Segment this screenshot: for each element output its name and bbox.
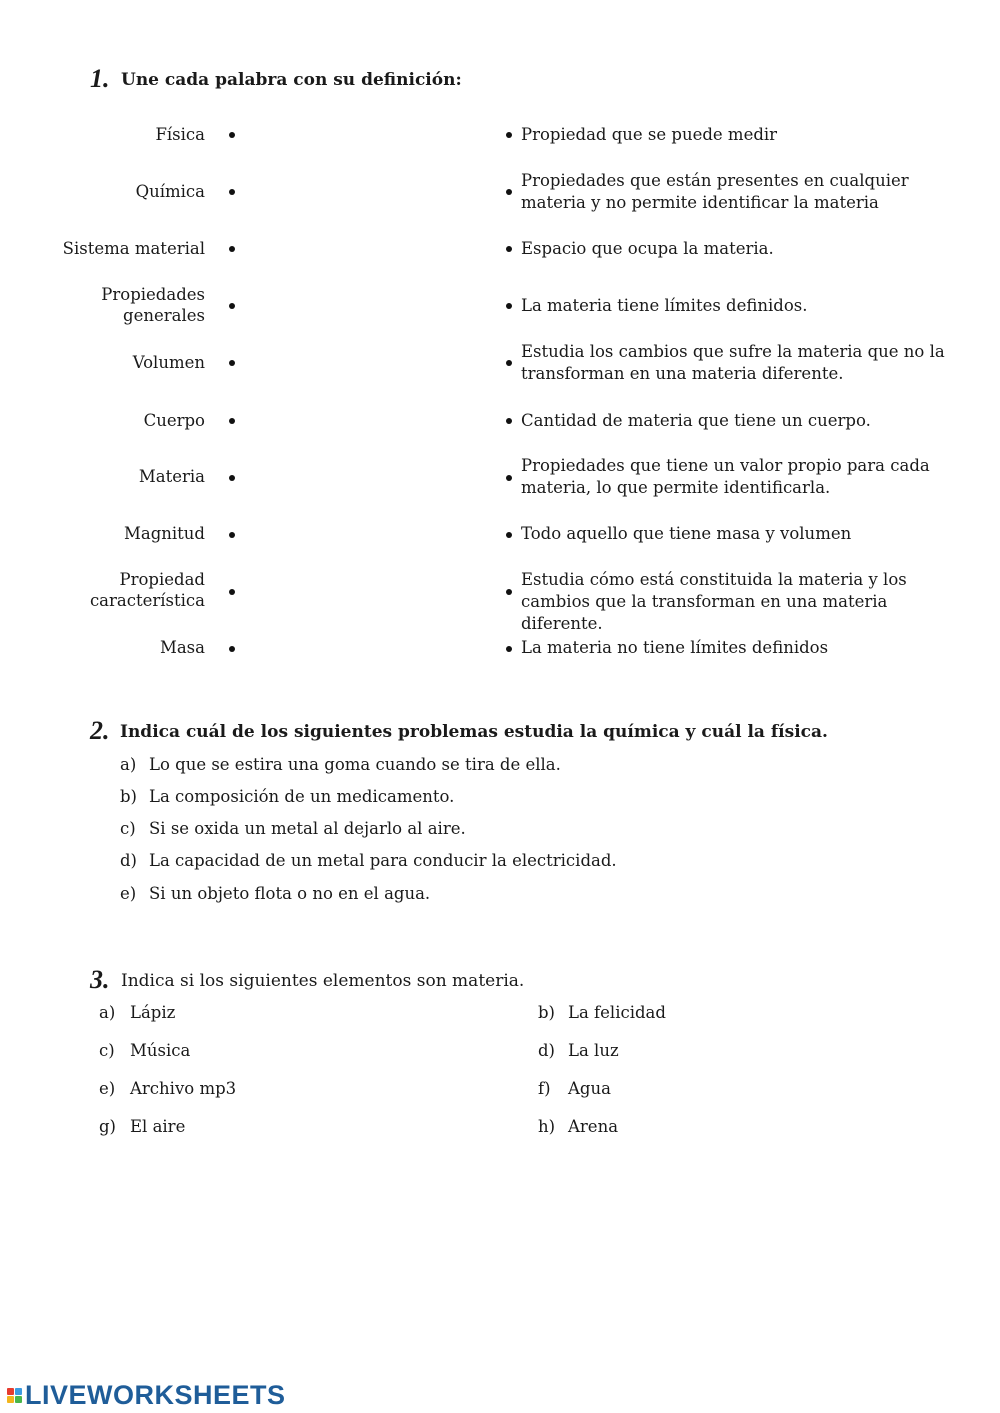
left-match-dot[interactable] bbox=[229, 532, 235, 538]
left-match-dot[interactable] bbox=[229, 246, 235, 252]
term-cuerpo[interactable]: Cuerpo bbox=[143, 411, 205, 430]
term-sistema-material[interactable]: Sistema material bbox=[62, 239, 205, 258]
question-1-number: 1. bbox=[90, 64, 110, 93]
definition-5[interactable]: Estudia los cambios que sufre la materia que no la transforman en una materia diferente. bbox=[521, 342, 945, 383]
list-item-letter: b) bbox=[120, 787, 137, 806]
list-item-letter: g) bbox=[99, 1117, 116, 1136]
definition-1[interactable]: Propiedad que se puede medir bbox=[521, 125, 778, 144]
left-match-dot[interactable] bbox=[229, 475, 235, 481]
term-line: característica bbox=[89, 591, 205, 610]
definition-10[interactable]: La materia no tiene límites definidos bbox=[521, 638, 829, 657]
list-item[interactable]: Lo que se estira una goma cuando se tira de ella. bbox=[149, 755, 561, 774]
list-item-letter: f) bbox=[538, 1079, 551, 1098]
liveworksheets-logo[interactable] bbox=[7, 1380, 286, 1410]
term-volumen[interactable]: Volumen bbox=[132, 353, 205, 372]
list-item[interactable]: Archivo mp3 bbox=[130, 1079, 237, 1098]
right-match-dot[interactable] bbox=[506, 475, 512, 481]
term-line: Propiedades bbox=[101, 285, 205, 304]
term-propiedades-generales[interactable] bbox=[25, 284, 205, 326]
definition-7[interactable]: Propiedades que tiene un valor propio para cada materia, lo que permite identificarla. bbox=[521, 456, 930, 497]
right-match-dot[interactable] bbox=[506, 418, 512, 424]
right-match-dot[interactable] bbox=[506, 360, 512, 366]
logo-mark-icon bbox=[7, 1388, 22, 1403]
term-fisica[interactable]: Física bbox=[155, 125, 205, 144]
list-item[interactable]: Música bbox=[130, 1041, 191, 1060]
question-3-number: 3. bbox=[90, 965, 110, 994]
list-item[interactable]: La capacidad de un metal para conducir la electricidad. bbox=[149, 851, 617, 870]
definition-3[interactable]: Espacio que ocupa la materia. bbox=[521, 239, 774, 258]
right-match-dot[interactable] bbox=[506, 189, 512, 195]
right-match-dot[interactable] bbox=[506, 303, 512, 309]
right-match-dot[interactable] bbox=[506, 646, 512, 652]
list-item[interactable]: La luz bbox=[568, 1041, 619, 1060]
term-line: Propiedad bbox=[119, 570, 205, 589]
definition-6[interactable]: Cantidad de materia que tiene un cuerpo. bbox=[521, 411, 871, 430]
left-match-dot[interactable] bbox=[229, 303, 235, 309]
list-item[interactable]: Agua bbox=[568, 1079, 611, 1098]
left-match-dot[interactable] bbox=[229, 189, 235, 195]
list-item-letter: e) bbox=[120, 884, 137, 903]
question-1-title: Une cada palabra con su definición: bbox=[121, 70, 462, 90]
list-item[interactable]: El aire bbox=[130, 1117, 186, 1136]
term-masa[interactable]: Masa bbox=[159, 638, 205, 657]
list-item-letter: a) bbox=[99, 1003, 116, 1022]
list-item-letter: c) bbox=[99, 1041, 115, 1060]
term-line: generales bbox=[123, 306, 205, 325]
list-item-letter: e) bbox=[99, 1079, 116, 1098]
left-match-dot[interactable] bbox=[229, 418, 235, 424]
list-item[interactable]: Si se oxida un metal al dejarlo al aire. bbox=[149, 819, 466, 838]
list-item[interactable]: Lápiz bbox=[130, 1003, 176, 1022]
list-item-letter: c) bbox=[120, 819, 136, 838]
definition-8[interactable]: Todo aquello que tiene masa y volumen bbox=[521, 524, 852, 543]
list-item-letter: a) bbox=[120, 755, 137, 774]
term-propiedad-caracteristica[interactable] bbox=[25, 569, 205, 611]
list-item[interactable]: Arena bbox=[568, 1117, 619, 1136]
list-item-letter: b) bbox=[538, 1003, 555, 1022]
definition-9[interactable]: Estudia cómo está constituida la materia y los cambios que la transforman en una materia diferente. bbox=[521, 570, 907, 633]
definition-2[interactable]: Propiedades que están presentes en cualquier materia y no permite identificar la materia bbox=[521, 171, 909, 212]
list-item-letter: h) bbox=[538, 1117, 556, 1136]
right-match-dot[interactable] bbox=[506, 246, 512, 252]
question-3-title: Indica si los siguientes elementos son materia. bbox=[121, 971, 525, 991]
term-magnitud[interactable]: Magnitud bbox=[123, 524, 205, 543]
list-item[interactable]: La composición de un medicamento. bbox=[149, 787, 455, 806]
question-2-number: 2. bbox=[90, 716, 110, 745]
term-materia[interactable]: Materia bbox=[138, 467, 205, 486]
list-item[interactable]: Si un objeto flota o no en el agua. bbox=[149, 884, 431, 903]
list-item-letter: d) bbox=[538, 1041, 555, 1060]
left-match-dot[interactable] bbox=[229, 646, 235, 652]
right-match-dot[interactable] bbox=[506, 589, 512, 595]
list-item-letter: d) bbox=[120, 851, 137, 870]
term-quimica[interactable]: Química bbox=[135, 182, 205, 201]
right-match-dot[interactable] bbox=[506, 132, 512, 138]
left-match-dot[interactable] bbox=[229, 360, 235, 366]
left-match-dot[interactable] bbox=[229, 132, 235, 138]
question-2-title: Indica cuál de los siguientes problemas estudia la química y cuál la física. bbox=[120, 722, 828, 742]
list-item[interactable]: La felicidad bbox=[568, 1003, 666, 1022]
logo-text: LIVEWORKSHEETS bbox=[25, 1379, 286, 1410]
right-match-dot[interactable] bbox=[506, 532, 512, 538]
definition-4[interactable]: La materia tiene límites definidos. bbox=[521, 296, 808, 315]
left-match-dot[interactable] bbox=[229, 589, 235, 595]
